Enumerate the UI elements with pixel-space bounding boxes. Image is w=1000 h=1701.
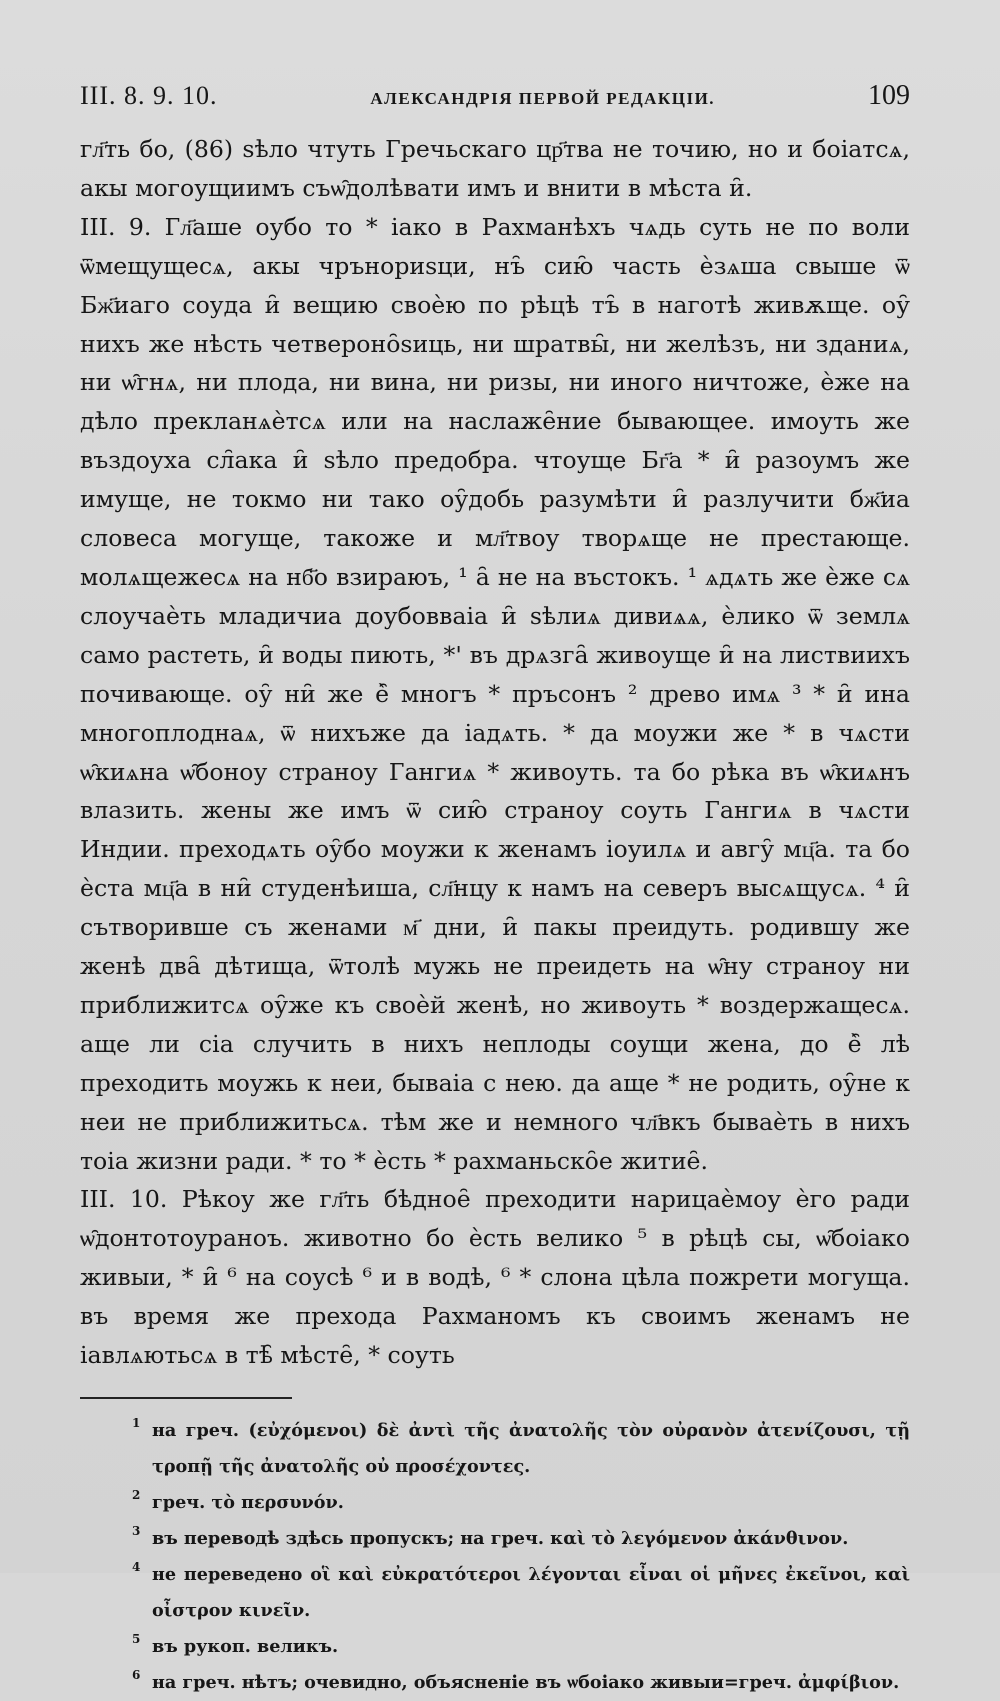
page-number: 109: [867, 80, 910, 111]
footnote-number: 1: [132, 1416, 141, 1430]
running-title: АЛЕКСАНДРІЯ ПЕРВОЙ РЕДАКЦІИ.: [370, 89, 716, 108]
footnote-text: въ переводѣ здѣсь пропускъ; на греч. καὶ τὸ λεγόμενον ἀκάνθινον.: [152, 1528, 849, 1549]
main-text: [80, 130, 910, 1375]
footnote-number: 6: [132, 1668, 141, 1682]
footnote: [80, 1521, 910, 1557]
footnote-text: на греч. (εὐχόμενοι) δὲ ἀντὶ τῆς ἀνατολῆς τὸν οὐρανὸν ἀτενίζουσι, τῇ τροπῇ τῆς ἀνατολῆς οὐ προσέχοντες.: [152, 1420, 910, 1477]
footnote-text: въ рукоп. великъ.: [152, 1636, 339, 1657]
section-reference: III. 8. 9. 10.: [80, 81, 218, 110]
footnote: [80, 1485, 910, 1521]
running-header: [80, 80, 910, 128]
footnote: [80, 1665, 910, 1701]
footnote-number: 4: [132, 1560, 141, 1574]
footnote-divider: [80, 1397, 292, 1399]
footnote: [80, 1413, 910, 1485]
footnotes: [80, 1413, 910, 1701]
footnote: [80, 1629, 910, 1665]
footnote-number: 2: [132, 1488, 141, 1502]
paragraph-section-9: III. 9. Гл҃аше оубо то * іако в Рахманѣхъ чѧдь суть не по воли ѿмещущесѧ, акы чрънориѕци, нъ̑ сию̑ часть ѐзѧша свыше ѿ Бж҃иаго соуда и̑ вещию своѐю по рѣцѣ тъ̑ в наготѣ живѫще. оу̑ нихъ же нѣсть четвероно̑ѕиць, ни шратвы̑, ни желѣзъ, ни зданиѧ, ни ѡ̑гнѧ, ни плода, ни вина, ни ризы, ни иного ничтоже, ѐже на дѣло прекланѧѐтсѧ или на наслаже̑ние бывающее. имоуть же въздоуха сл̑ака и̑ ѕѣло предобра. чтоуще Бг҃а * и̑ разоумъ же имуще, не токмо ни тако оу̑добь разумѣти и̑ разлучити бж҃иа словеса могуще, такоже и мл҃твоу творѧще не престающе. молѧщежесѧ на нб҃о взираюъ, ¹ а̑ не на въстокъ. ¹ ѧдѧть же ѐже сѧ слоучаѐть младичиа доубовваіа и̑ ѕѣлиѧ дивиѧѧ, ѐлико ѿ землѧ само растеть, и̑ воды пиють, *' въ дрѧзга̑ живоуще и̑ на листвиихъ почивающе. оу̑ ни̑ же ѐ̑ многъ * пръсонъ ² древо имѧ ³ * и̑ ина многоплоднаѧ, ѿ нихъже да іадѧть. * да моужи же * в чѧсти ѡ̑киѧна ѡ̑боноу страноу Гангиѧ * живоуть. та бо рѣка въ ѡ̑киѧнъ влазить. жены же имъ ѿ сию̑ страноу соуть Гангиѧ в чѧсти Индии. преходѧть оу̑бо моужи к женамъ іоуилѧ и авгу̑ мц҃а. та бо ѐста мц҃а в ни̑ студенѣиша, сл҃нцу к намъ на северъ высѧщусѧ. ⁴ и̑ сътворивше съ женами м҃ дни, и̑ пакы преидуть. родившу же женѣ два̑ дѣтища, ѿтолѣ мужь не преидеть на ѡ̑ну страноу ни приближитсѧ оу̑же къ своѐй женѣ, но живоуть * воздержащесѧ. аще ли сіа случить в нихъ неплоды соущи жена, до ѐ̑ лѣ преходить моужь к неи, бываіа с нею. да аще * не родить, оу̑не к неи не приближитьсѧ. тѣм же и немного чл҃вкъ бываѐть в нихъ тоіа жизни ради. * то * ѐсть * рахманьско̑е житие̑.: [80, 212, 910, 1175]
footnote-number: 5: [132, 1632, 141, 1646]
paragraph-intro: гл҃ть бо, (86) ѕѣло чтуть Гречьскаго цр҃тва не точию, но и боіатсѧ, акы могоущиимъ съѡ̑долѣвати имъ и внити в мѣста и̑.: [80, 135, 910, 202]
footnote: [80, 1557, 910, 1629]
footnote-text: не переведено οἳ καὶ εὐκρατότεροι λέγονται εἶναι οἱ μῆνες ἐκεῖνοι, καὶ οἶστρον κινεῖν.: [152, 1564, 910, 1621]
paragraph-section-10: III. 10. Рѣкоу же гл҃ть бѣдное̑ преходити нарицаѐмоу ѐго ради ѡ̑донтотоураноъ. животно бо ѐсть велико ⁵ в рѣцѣ сы, ѡ̑боіако живыи, * и̑ ⁶ на соусѣ ⁶ и в водѣ, ⁶ * слона цѣла пожрети могуща. въ время же прехода Рахманомъ къ своимъ женамъ не іавлѧютьсѧ в тѣ̑ мѣсте̑, * соуть: [80, 1185, 910, 1370]
footnote-number: 3: [132, 1524, 141, 1538]
footnote-text: на греч. нѣтъ; очевидно, объясненіе въ ѡбоіако живыи=греч. ἀμφίβιον.: [152, 1672, 900, 1693]
footnote-text: греч. τὸ περσυνόν.: [152, 1492, 344, 1513]
